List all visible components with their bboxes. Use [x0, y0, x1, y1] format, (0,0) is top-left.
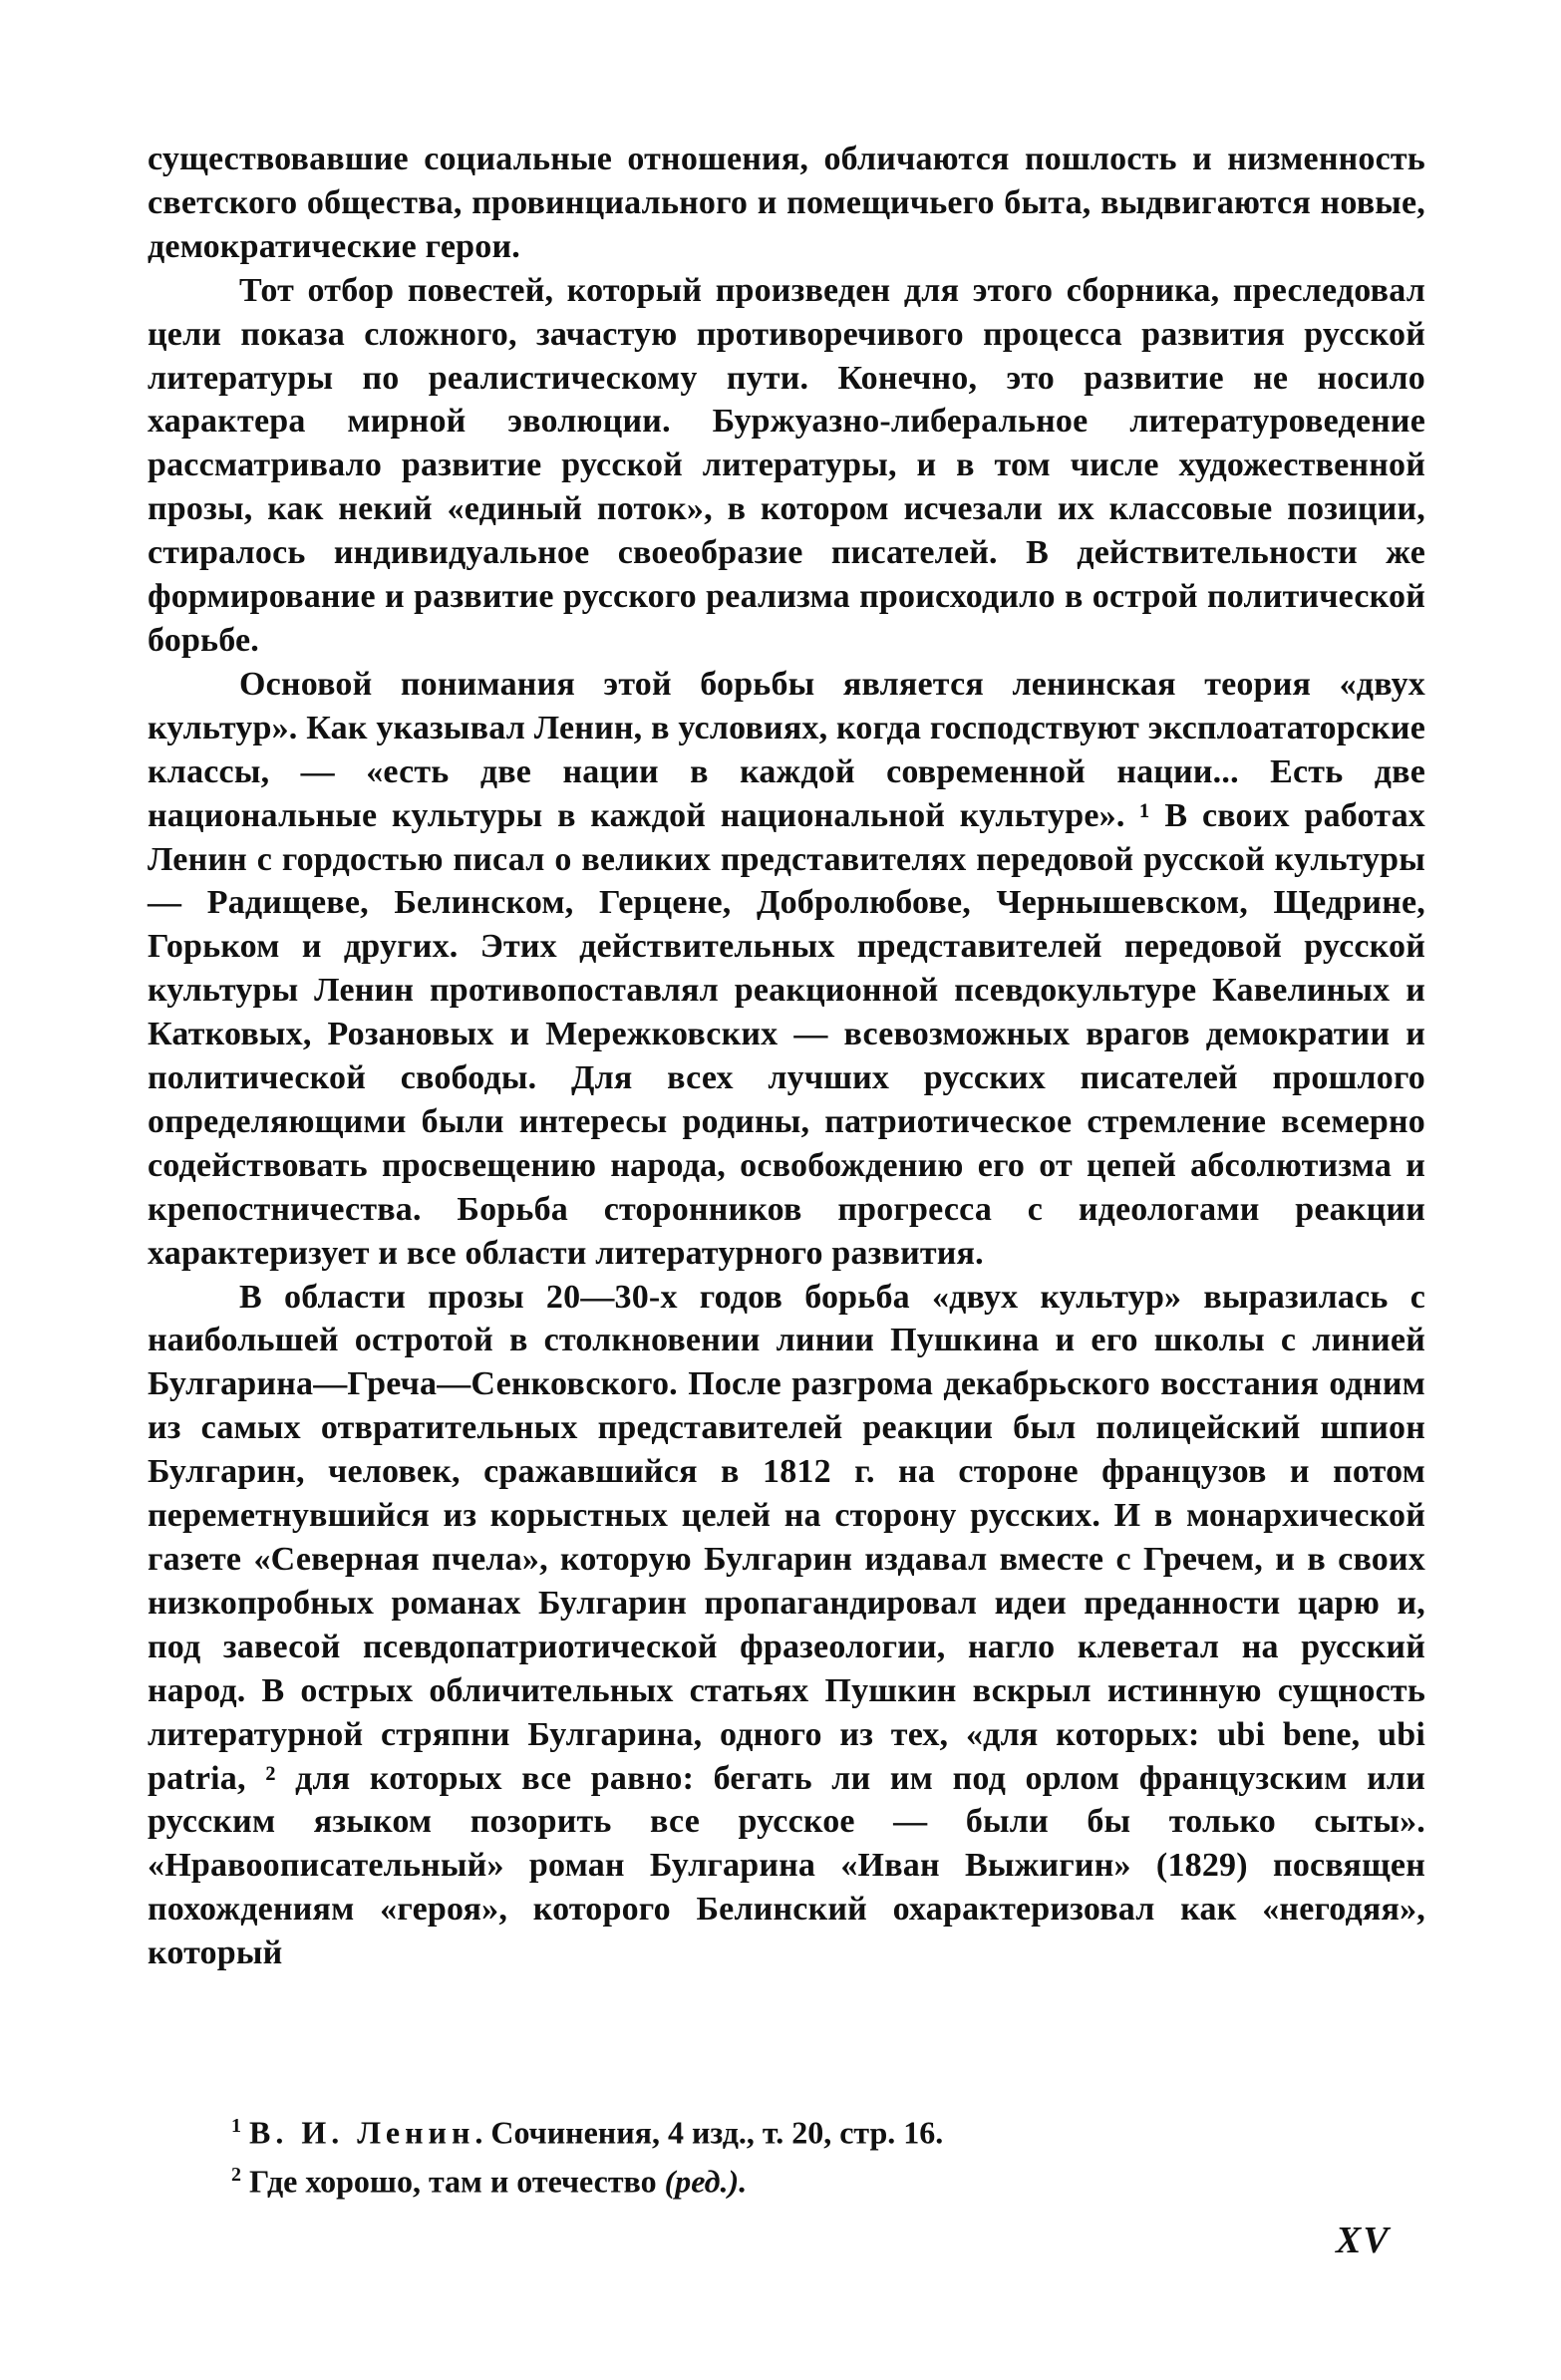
- footnote-1: [231, 2105, 1328, 2154]
- body-text: [148, 138, 1425, 1975]
- footnote-editor-note: (ред.).: [664, 2163, 748, 2200]
- footnotes: [231, 2105, 1328, 2202]
- page-number: XV: [1336, 2220, 1391, 2261]
- footnote-author: В. И. Ленин: [249, 2114, 475, 2151]
- footnote-mark: 1: [231, 2115, 241, 2137]
- paragraph-prose-struggle: В области прозы 20—30-х годов борьба «двух культур» выразилась с наибольшей остротой в столкновении линии Пушкина и его школы с линией Булгарина—Греча—Сенковского. После разгрома декабрьского восстания одним из самых отвратительных представителей реакции был полицейский шпион Булгарин, человек, сражавшийся в 1812 г. на стороне французов и потом переметнувшийся из корыстных целей на сторону русских. И в монархической газете «Северная пчела», которую Булгарин издавал вместе с Гречем, и в своих низкопробных романах Булгарин пропагандировал идеи преданности царю и, под завесой псевдопатриотической фразеологии, нагло клеветал на русский народ. В острых обличительных статьях Пушкин вскрыл истинную сущность литературной стряпни Булгарина, одного из тех, «для которых: ubi bene, ubi patria, ² для которых все равно: бегать ли им под орлом французским или русским языком позорить все русское — были бы только сыты». «Нравоописательный» роман Булгарина «Иван Выжигин» (1829) посвящен похождениям «героя», которого Белинский охарактеризовал как «негодяя», который: [148, 1278, 1425, 1972]
- footnote-2: [231, 2154, 1328, 2203]
- footnote-text: Где хорошо, там и отечество: [249, 2163, 665, 2200]
- footnote-text: . Сочинения, 4 изд., т. 20, стр. 16.: [474, 2114, 944, 2151]
- paragraph-two-cultures: Основой понимания этой борьбы является ленинская теория «двух культур». Как указывал Ленин, в условиях, когда господствуют эксплоататорские классы, — «есть две нации в каждой современной нации... Есть две национальные культуры в каждой национальной культуре». ¹ В своих работах Ленин с гордостью писал о великих представителях передовой русской культуры — Радищеве, Белинском, Герцене, Добролюбове, Чернышевском, Щедрине, Горьком и других. Этих действительных представителей передовой русской культуры Ленин противопоставлял реакционной псевдокультуре Кавелиных и Катковых, Розановых и Мережковских — всевозможных врагов демократии и политической свободы. Для всех лучших русских писателей прошлого определяющими были интересы родины, патриотическое стремление всемерно содействовать просвещению народа, освобождению его от цепей абсолютизма и крепостничества. Борьба сторонников прогресса с идеологами реакции характеризует и все области литературного развития.: [148, 665, 1425, 1272]
- paragraph-continuation: существовавшие социальные отношения, обличаются пошлость и низменность светского общества, провинциального и помещичьего быта, выдвигаются новые, демократические герои.: [148, 141, 1425, 265]
- paragraph-story-selection: Тот отбор повестей, который произведен для этого сборника, преследовал цели показа сложного, зачастую противоречивого процесса развития русской литературы по реалистическому пути. Конечно, это развитие не носило характера мирной эволюции. Буржуазно-либеральное литературоведение рассматривало развитие русской литературы, и в том числе художественной прозы, как некий «единый поток», в котором исчезали их классовые позиции, стиралось индивидуальное своеобразие писателей. В действительности же формирование и развитие русского реализма происходило в острой политической борьбе.: [148, 271, 1425, 659]
- footnote-mark: 2: [231, 2163, 241, 2186]
